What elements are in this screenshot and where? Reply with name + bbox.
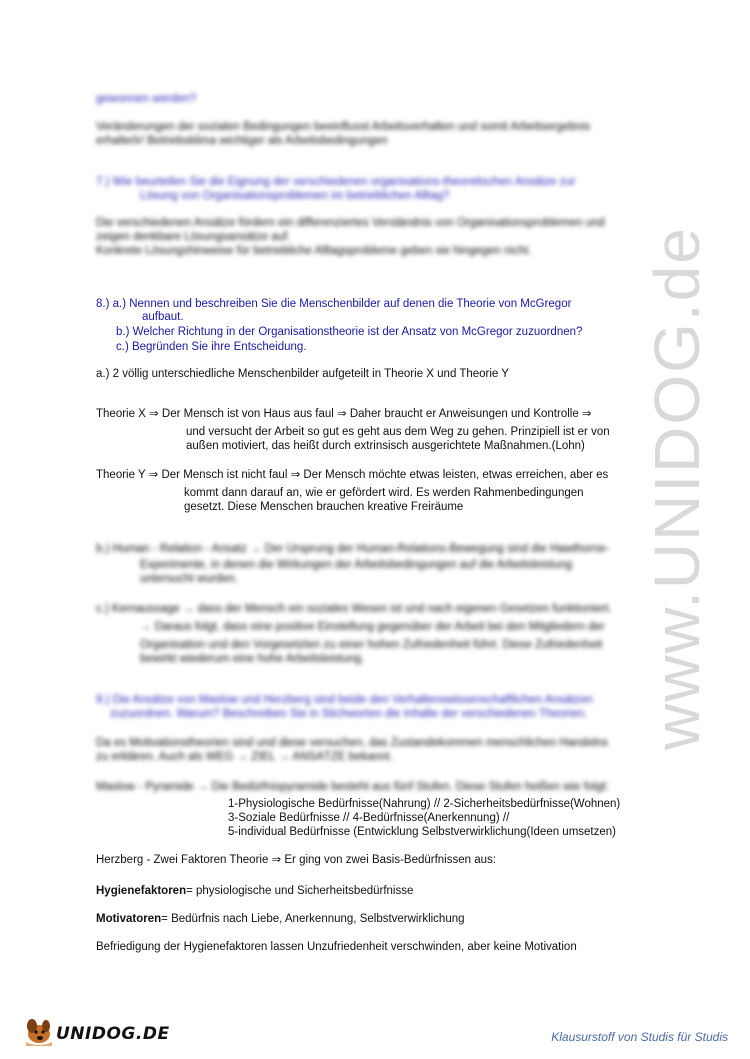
blurred-line: Konkrete Lösungshinweise für betriebliche Alltagsprobleme geben sie hingegen nicht. <box>96 245 532 257</box>
footer-tagline: Klausurstoff von Studis für Studis <box>551 1030 728 1044</box>
theorie-y-line: Theorie Y ⇒ Der Mensch ist nicht faul ⇒ Der Mensch möchte etwas leisten, etwas erreichen, aber es <box>96 469 609 481</box>
motivatoren-text: = Bedürfnis nach Liebe, Anerkennung, Selbstverwirklichung <box>161 913 465 925</box>
blurred-line: Veränderungen der sozialen Bedingungen beeinflusst Arbeitsverhalten und somit Arbeitsergebnis <box>96 121 591 133</box>
maslow-stage-line: 5-individual Bedürfnisse (Entwicklung Selbstverwirklichung(Ideen umsetzen) <box>228 826 616 838</box>
blurred-line: gewonnen werden? <box>96 93 197 105</box>
theorie-x-line: Theorie X ⇒ Der Mensch ist von Haus aus faul ⇒ Daher braucht er Anweisungen und Kontrolle ⇒ <box>96 408 592 420</box>
blurred-line: untersucht wurden. <box>140 573 238 585</box>
maslow-stage-line: 1-Physiologische Bedürfnisse(Nahrung) // 2-Sicherheitsbedürfnisse(Wohnen) <box>228 798 621 810</box>
blurred-question-9: zuzuordnen. Warum? Beschreiben Sie in Stichworten die Inhalte der verschiedenen Theorien. <box>110 708 588 720</box>
blurred-line: Da es Motivationstheorien sind und diese versuchen, das Zustandekommen menschlichen Handelns <box>96 737 609 749</box>
hygienefaktoren-label: Hygienefaktoren <box>96 885 187 897</box>
theorie-y-line: kommt dann darauf an, wie er gefördert wird. Es werden Rahmenbedingungen <box>184 487 584 499</box>
blurred-line: Organisation und den Vorgesetzten zu einer hohen Zufriedenheit führt. Diese Zufriedenheit <box>140 639 603 651</box>
blurred-line: Maslow - Pyramide → Die Bedürfnispyramide besteht aus fünf Stufen. Diese Stufen heißen wie folgt: <box>96 781 609 793</box>
blurred-line: erhalte/ir/ Betriebsklima wichtiger als Arbeitsbedingungen <box>96 135 388 147</box>
blurred-question-7: 7.) Wie beurteilen Sie die Eignung der verschiedenen organisations-theoretischen Ansätze zur <box>96 176 576 188</box>
question-8-b: b.) Welcher Richtung in der Organisationstheorie ist der Ansatz von McGregor zuzuordnen? <box>116 326 583 338</box>
watermark: www.UNIDOG.de <box>641 226 713 750</box>
blurred-line: b.) Human - Relation - Ansatz → Der Ursprung der Human-Relations-Bewegung sind die Hawthorne- <box>96 543 610 555</box>
motivatoren-label: Motivatoren <box>96 913 162 925</box>
herzberg-title: Herzberg - Zwei Faktoren Theorie ⇒ Er ging von zwei Basis-Bedürfnissen aus: <box>96 854 496 866</box>
blurred-line: c.) Kernaussage → dass der Mensch ein soziales Wesen ist und nach eigenen Gesetzen funktioniert. <box>96 603 612 615</box>
question-8-a: 8.) a.) Nennen und beschreiben Sie die Menschenbilder auf denen die Theorie von McGregor <box>96 298 572 310</box>
theorie-x-line: und versucht der Arbeit so gut es geht aus dem Weg zu gehen. Prinzipiell ist er von <box>186 426 610 438</box>
theorie-y-line: gesetzt. Diese Menschen brauchen kreative Freiräume <box>184 501 464 513</box>
blurred-line: zu erklären. Auch als WEG → ZIEL → ANSÄTZE bekannt. <box>96 751 393 763</box>
blurred-line: → Daraus folgt, dass eine positive Einstellung gegenüber der Arbeit bei den Mitgliedern der <box>140 621 605 633</box>
maslow-stage-line: 3-Soziale Bedürfnisse // 4-Bedürfnisse(Anerkennung) // <box>228 812 510 824</box>
hygienefaktoren-line <box>96 884 413 899</box>
herzberg-conclusion: Befriedigung der Hygienefaktoren lassen Unzufriedenheit verschwinden, aber keine Motivation <box>96 941 577 953</box>
answer-8-intro: a.) 2 völlig unterschiedliche Menschenbilder aufgeteilt in Theorie X und Theorie Y <box>96 368 509 380</box>
blurred-line: bewirkt wiederum eine hohe Arbeitsleistung. <box>140 653 365 665</box>
motivatoren-line <box>96 912 465 927</box>
unidog-logo <box>22 1012 172 1048</box>
blurred-question-7: Lösung von Organisationsproblemen im betrieblichen Alltag? <box>140 190 450 202</box>
blurred-line: zeigen denkbare Lösungsansätze auf. <box>96 231 291 243</box>
blurred-line: Die verschiedenen Ansätze fördern ein differenziertes Verständnis von Organisationsproblemen und <box>96 217 605 229</box>
blurred-line: Experimente, in denen die Wirkungen der Arbeitsbedingungen auf die Arbeitsleistung <box>140 559 573 571</box>
question-8-a-cont: aufbaut. <box>142 311 184 323</box>
question-8-c: c.) Begründen Sie ihre Entscheidung. <box>116 341 307 353</box>
logo-text: UNIDOG.DE <box>56 1024 170 1044</box>
theorie-x-line: außen motiviert, das heißt durch extrinsisch ausgerichtete Maßnahmen.(Lohn) <box>186 440 585 452</box>
hygienefaktoren-text: = physiologische und Sicherheitsbedürfnisse <box>186 885 414 897</box>
blurred-question-9: 9.) Die Ansätze von Maslow und Herzberg sind beide den Verhaltenswissenschaftlichen Ansätzen <box>96 694 593 706</box>
